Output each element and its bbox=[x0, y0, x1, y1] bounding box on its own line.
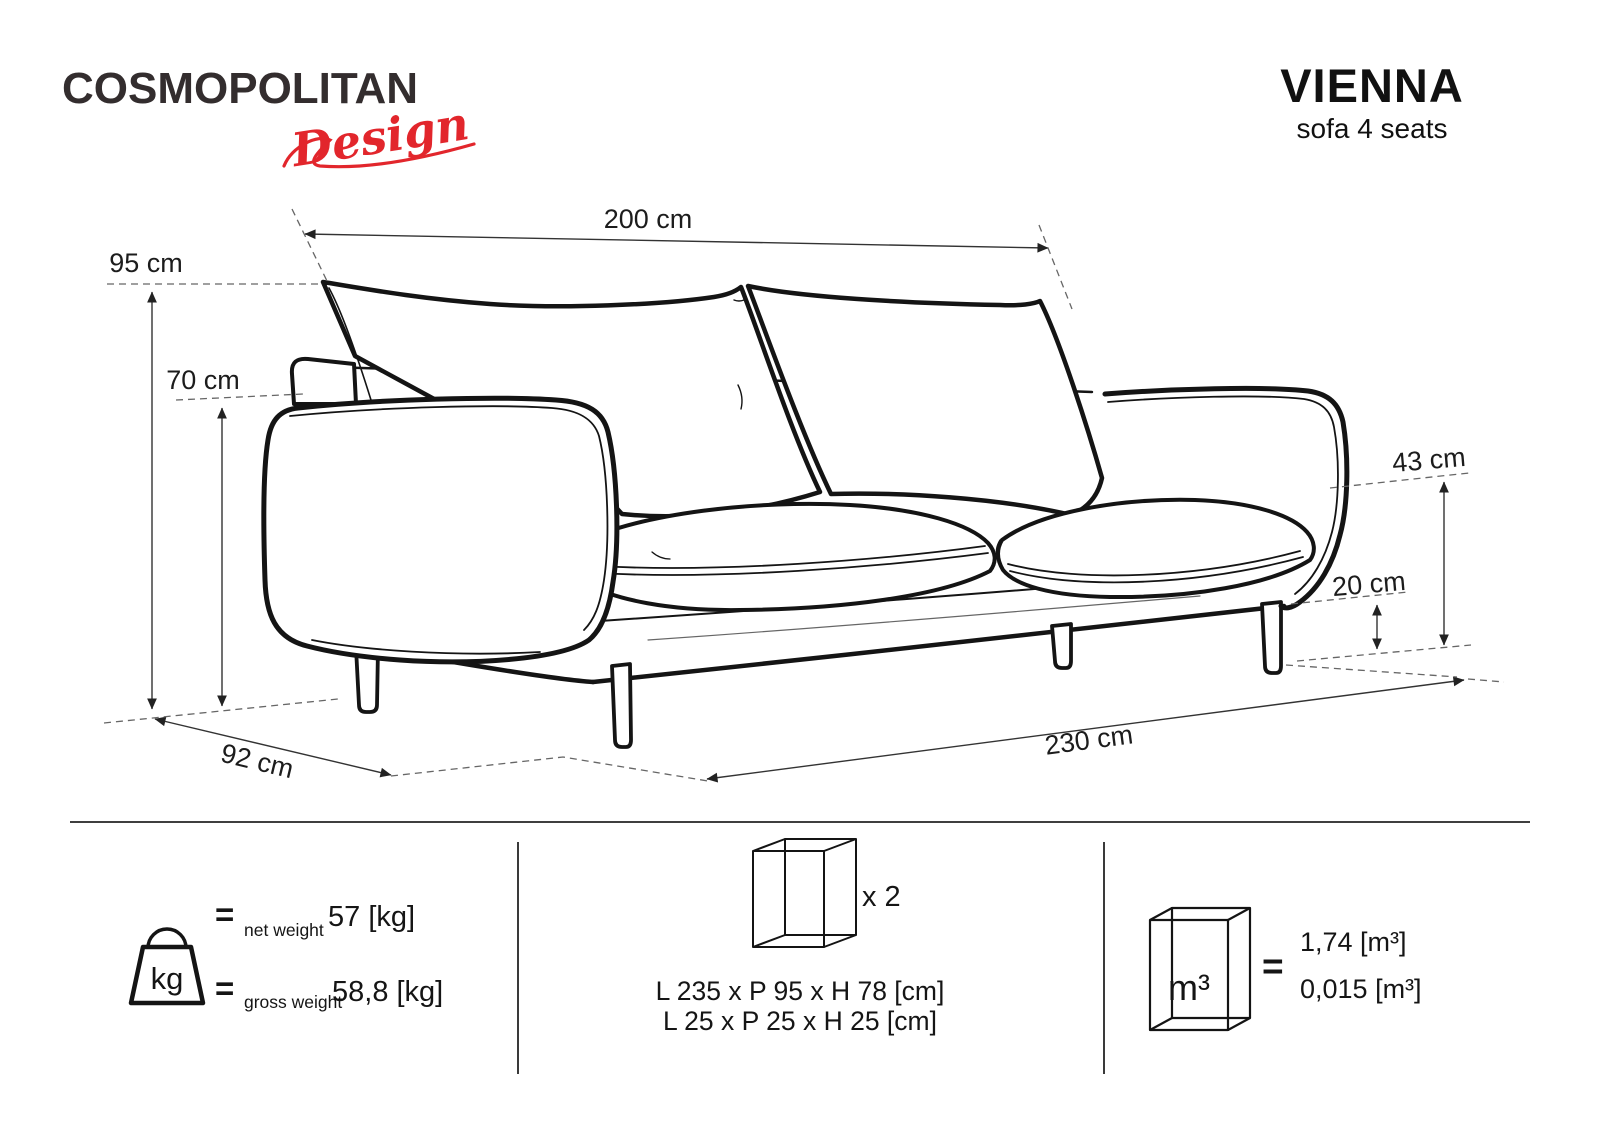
ext-line-43-bottom bbox=[1297, 645, 1471, 661]
ext-line-back-right bbox=[1039, 225, 1072, 309]
volume-box-edge-1 bbox=[1150, 908, 1172, 920]
sofa-leg-front-mid bbox=[612, 664, 631, 747]
sofa-illustration bbox=[264, 282, 1347, 747]
gross-weight-value: 58,8 [kg] bbox=[332, 976, 444, 1008]
ext-line-floor-mid bbox=[391, 757, 708, 781]
volume-box-edge-3 bbox=[1150, 1018, 1172, 1030]
package-box-front bbox=[753, 851, 824, 947]
volume-icon-label: m³ bbox=[1168, 967, 1210, 1008]
volume-box-icon bbox=[1143, 900, 1258, 1040]
package-box-edge-4 bbox=[824, 935, 856, 947]
label-depth: 92 cm bbox=[217, 737, 297, 785]
weight-icon-label: kg bbox=[150, 961, 184, 996]
package-quantity: x 2 bbox=[862, 881, 901, 913]
package-box-edge-2 bbox=[824, 839, 856, 851]
label-total-width: 230 cm bbox=[1043, 719, 1135, 761]
sofa-leg-rear-mid bbox=[1052, 624, 1071, 668]
package-box-edge-1 bbox=[753, 839, 785, 851]
label-arm-height: 70 cm bbox=[166, 365, 240, 395]
gross-weight-label: gross weight bbox=[244, 992, 343, 1012]
ext-line-floor-right bbox=[1286, 665, 1457, 677]
info-divider-1 bbox=[517, 842, 519, 1074]
label-back-height: 95 cm bbox=[109, 248, 183, 278]
brand-script-text: Design bbox=[288, 96, 473, 178]
back-frame-corner bbox=[292, 359, 356, 404]
gross-weight-equals: = bbox=[215, 970, 235, 1007]
package-dims-line1: L 235 x P 95 x H 78 [cm] bbox=[655, 976, 945, 1006]
info-divider-2 bbox=[1103, 842, 1105, 1074]
dim-line-back-width bbox=[305, 234, 1048, 248]
volume-box-edge-2 bbox=[1228, 908, 1250, 920]
armrest-left bbox=[264, 398, 617, 662]
product-title: VIENNA bbox=[1280, 59, 1464, 112]
package-box-back bbox=[785, 839, 856, 935]
ext-line-back-left bbox=[292, 209, 327, 281]
ext-line-230-right bbox=[1468, 679, 1504, 682]
info-separator-line bbox=[70, 821, 1530, 823]
sofa-leg-right bbox=[1262, 602, 1281, 673]
label-leg-height: 20 cm bbox=[1330, 565, 1407, 603]
volume-equals: = bbox=[1262, 946, 1284, 987]
label-seat-height: 43 cm bbox=[1390, 441, 1467, 479]
volume-value-1: 1,74 [m³] bbox=[1300, 927, 1407, 957]
net-weight-equals: = bbox=[215, 896, 235, 933]
package-dims-line2: L 25 x P 25 x H 25 [cm] bbox=[663, 1006, 937, 1036]
net-weight-label: net weight bbox=[244, 920, 324, 940]
ext-line-floor-left bbox=[104, 699, 338, 723]
label-back-width: 200 cm bbox=[603, 204, 693, 234]
seat-cushion-left bbox=[570, 504, 994, 610]
package-box-icon bbox=[745, 833, 865, 958]
volume-box-edge-4 bbox=[1228, 1018, 1250, 1030]
brand-name: COSMOPOLITAN bbox=[62, 64, 419, 113]
volume-value-2: 0,015 [m³] bbox=[1300, 974, 1422, 1004]
net-weight-value: 57 [kg] bbox=[328, 901, 416, 933]
package-box-edge-3 bbox=[753, 935, 785, 947]
weight-kg-icon bbox=[118, 914, 218, 1014]
product-subtitle: sofa 4 seats bbox=[1296, 113, 1448, 144]
